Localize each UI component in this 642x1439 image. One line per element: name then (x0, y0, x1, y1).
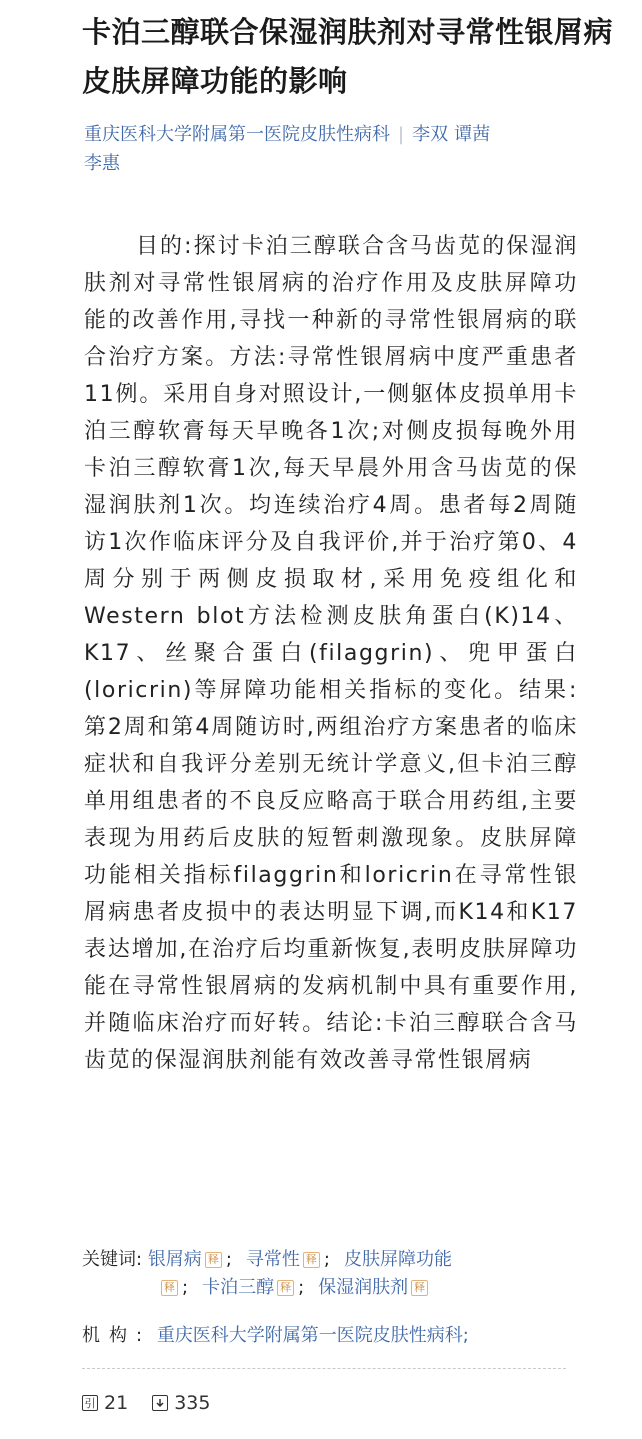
keywords-label: 关键词: (82, 1249, 143, 1270)
stats-bar (82, 1390, 234, 1416)
citations-stat[interactable] (82, 1390, 128, 1416)
author-line (84, 120, 584, 178)
download-icon (152, 1395, 168, 1411)
keyword-link[interactable]: 寻常性 (245, 1249, 300, 1270)
downloads-count: 335 (174, 1392, 211, 1414)
keyword-link[interactable]: 卡泊三醇 (202, 1277, 275, 1298)
article-title: 卡泊三醇联合保湿润肤剂对寻常性银屑病皮肤屏障功能的影响 (82, 15, 614, 98)
author-link[interactable]: 李惠 (84, 153, 120, 174)
downloads-stat[interactable] (152, 1390, 210, 1416)
separator: ; (225, 1249, 232, 1270)
institution-section (82, 1322, 562, 1350)
keyword-link[interactable]: 保湿润肤剂 (318, 1277, 409, 1298)
institution-label: 机构: (82, 1325, 152, 1346)
separator: ; (182, 1277, 189, 1298)
dashed-divider (82, 1368, 566, 1369)
affiliation-link[interactable]: 重庆医科大学附属第一医院皮肤性病科 (84, 124, 390, 145)
separator: | (398, 124, 405, 145)
author-link[interactable]: 谭茜 (454, 124, 491, 145)
explain-tag[interactable]: 释 (277, 1280, 294, 1296)
explain-tag[interactable]: 释 (303, 1252, 320, 1268)
quote-icon: 引 (82, 1395, 98, 1411)
explain-tag[interactable]: 释 (205, 1252, 222, 1268)
explain-tag[interactable]: 释 (411, 1280, 428, 1296)
keywords-section (82, 1246, 562, 1302)
keyword-link[interactable]: 皮肤屏障功能 (343, 1249, 452, 1270)
keyword-link[interactable]: 银屑病 (147, 1249, 202, 1270)
separator: ; (323, 1249, 330, 1270)
separator: ; (298, 1277, 305, 1298)
citations-count: 21 (104, 1392, 129, 1414)
explain-tag[interactable]: 释 (161, 1280, 178, 1296)
institution-link[interactable]: 重庆医科大学附属第一医院皮肤性病科; (156, 1325, 469, 1346)
abstract-text: 目的:探讨卡泊三醇联合含马齿苋的保湿润肤剂对寻常性银屑病的治疗作用及皮肤屏障功能的改善作用,寻找一种新的寻常性银屑病的联合治疗方案。方法:寻常性银屑病中度严重患者11例。采用自身对照设计,一侧躯体皮损单用卡泊三醇软膏每天早晚各1次;对侧皮损每晚外用卡泊三醇软膏1次,每天早晨外用含马齿苋的保湿润肤剂1次。均连续治疗4周。患者每2周随访1次作临床评分及自我评价,并于治疗第0、4周分别于两侧皮损取材,采用免疫组化和Western blot方法检测皮肤角蛋白(K)14、K17、丝聚合蛋白(filaggrin)、兜甲蛋白(loricrin)等屏障功能相关指标的变化。结果:第2周和第4周随访时,两组治疗方案患者的临床症状和自我评分差别无统计学意义,但卡泊三醇单用组患者的不良反应略高于联合用药组,主要表现为用药后皮肤的短暂刺激现象。皮肤屏障功能相关指标filaggrin和loricrin在寻常性银屑病患者皮损中的表达明显下调,而K14和K17表达增加,在治疗后均重新恢复,表明皮肤屏障功能在寻常性银屑病的发病机制中具有重要作用,并随临床治疗而好转。结论:卡泊三醇联合含马齿苋的保湿润肤剂能有效改善寻常性银屑病 (84, 234, 578, 1073)
author-link[interactable]: 李双 (412, 124, 449, 145)
